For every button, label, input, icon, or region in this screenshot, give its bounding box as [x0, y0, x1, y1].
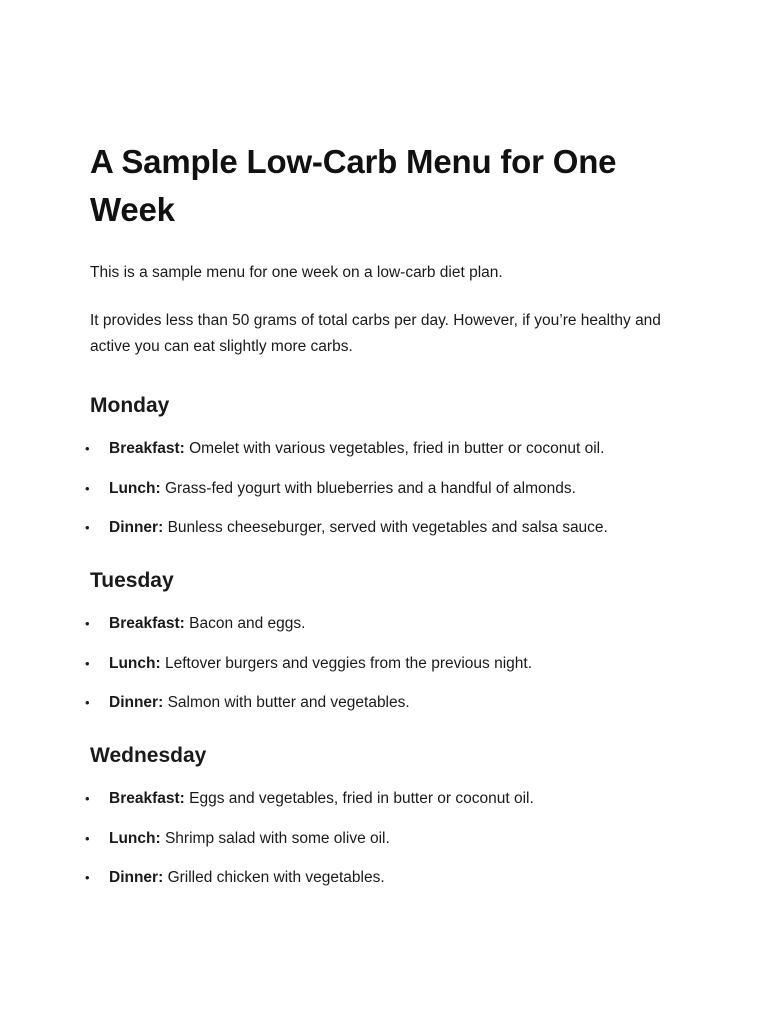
intro-paragraph: This is a sample menu for one week on a low-carb diet plan.	[90, 264, 503, 281]
meal-list-tuesday	[85, 613, 690, 714]
meal-list-monday	[85, 438, 690, 539]
meal-description: Shrimp salad with some olive oil.	[164, 829, 390, 847]
bullet-icon: •	[85, 655, 90, 671]
meal-item-breakfast	[85, 613, 690, 635]
meal-list-wednesday	[85, 788, 690, 889]
meal-item-dinner	[85, 692, 690, 714]
document-page	[85, 138, 690, 889]
day-section-wednesday	[85, 742, 690, 889]
carb-note-paragraph: It provides less than 50 grams of total carbs per day. However, if you’re healthy and active you can eat slightly more carbs.	[90, 312, 661, 355]
day-heading-tuesday: Tuesday	[90, 569, 174, 592]
bullet-icon: •	[85, 616, 90, 631]
meal-description: Bacon and eggs.	[189, 615, 306, 632]
meal-item-lunch	[85, 828, 690, 850]
meal-label: Lunch:	[109, 479, 165, 497]
meal-label: Breakfast:	[109, 790, 190, 807]
day-section-monday	[85, 392, 690, 539]
bullet-icon: •	[85, 830, 90, 846]
meal-label: Lunch:	[109, 654, 165, 672]
meal-item-breakfast	[85, 438, 690, 460]
meal-item-lunch	[85, 653, 690, 675]
meal-description: Eggs and vegetables, fried in butter or coconut oil.	[189, 790, 534, 807]
meal-label: Dinner:	[109, 694, 168, 711]
meal-description: Leftover burgers and veggies from the previous night.	[164, 654, 533, 672]
meal-description: Salmon with butter and vegetables.	[167, 694, 410, 711]
day-section-tuesday	[85, 567, 690, 714]
meal-label: Lunch:	[109, 829, 165, 847]
bullet-icon: •	[85, 695, 90, 710]
meal-label: Dinner:	[109, 869, 168, 886]
meal-label: Breakfast:	[109, 615, 190, 632]
meal-description: Bunless cheeseburger, served with vegetables and salsa sauce.	[167, 519, 608, 536]
bullet-icon: •	[85, 441, 90, 456]
meal-label: Breakfast:	[109, 440, 190, 457]
meal-description: Grilled chicken with vegetables.	[167, 869, 385, 886]
bullet-icon: •	[85, 520, 90, 535]
meal-item-dinner	[85, 867, 690, 889]
meal-description: Grass-fed yogurt with blueberries and a handful of almonds.	[164, 479, 576, 497]
meal-item-lunch	[85, 478, 690, 500]
meal-description: Omelet with various vegetables, fried in butter or coconut oil.	[189, 440, 605, 457]
bullet-icon: •	[85, 870, 90, 885]
bullet-icon: •	[85, 480, 90, 496]
meal-label: Dinner:	[109, 519, 168, 536]
day-heading-monday: Monday	[90, 394, 170, 417]
meal-item-breakfast	[85, 788, 690, 810]
bullet-icon: •	[85, 791, 90, 806]
day-heading-wednesday: Wednesday	[90, 744, 207, 767]
page-title: A Sample Low-Carb Menu for One Week	[90, 143, 617, 228]
meal-item-dinner	[85, 517, 690, 539]
